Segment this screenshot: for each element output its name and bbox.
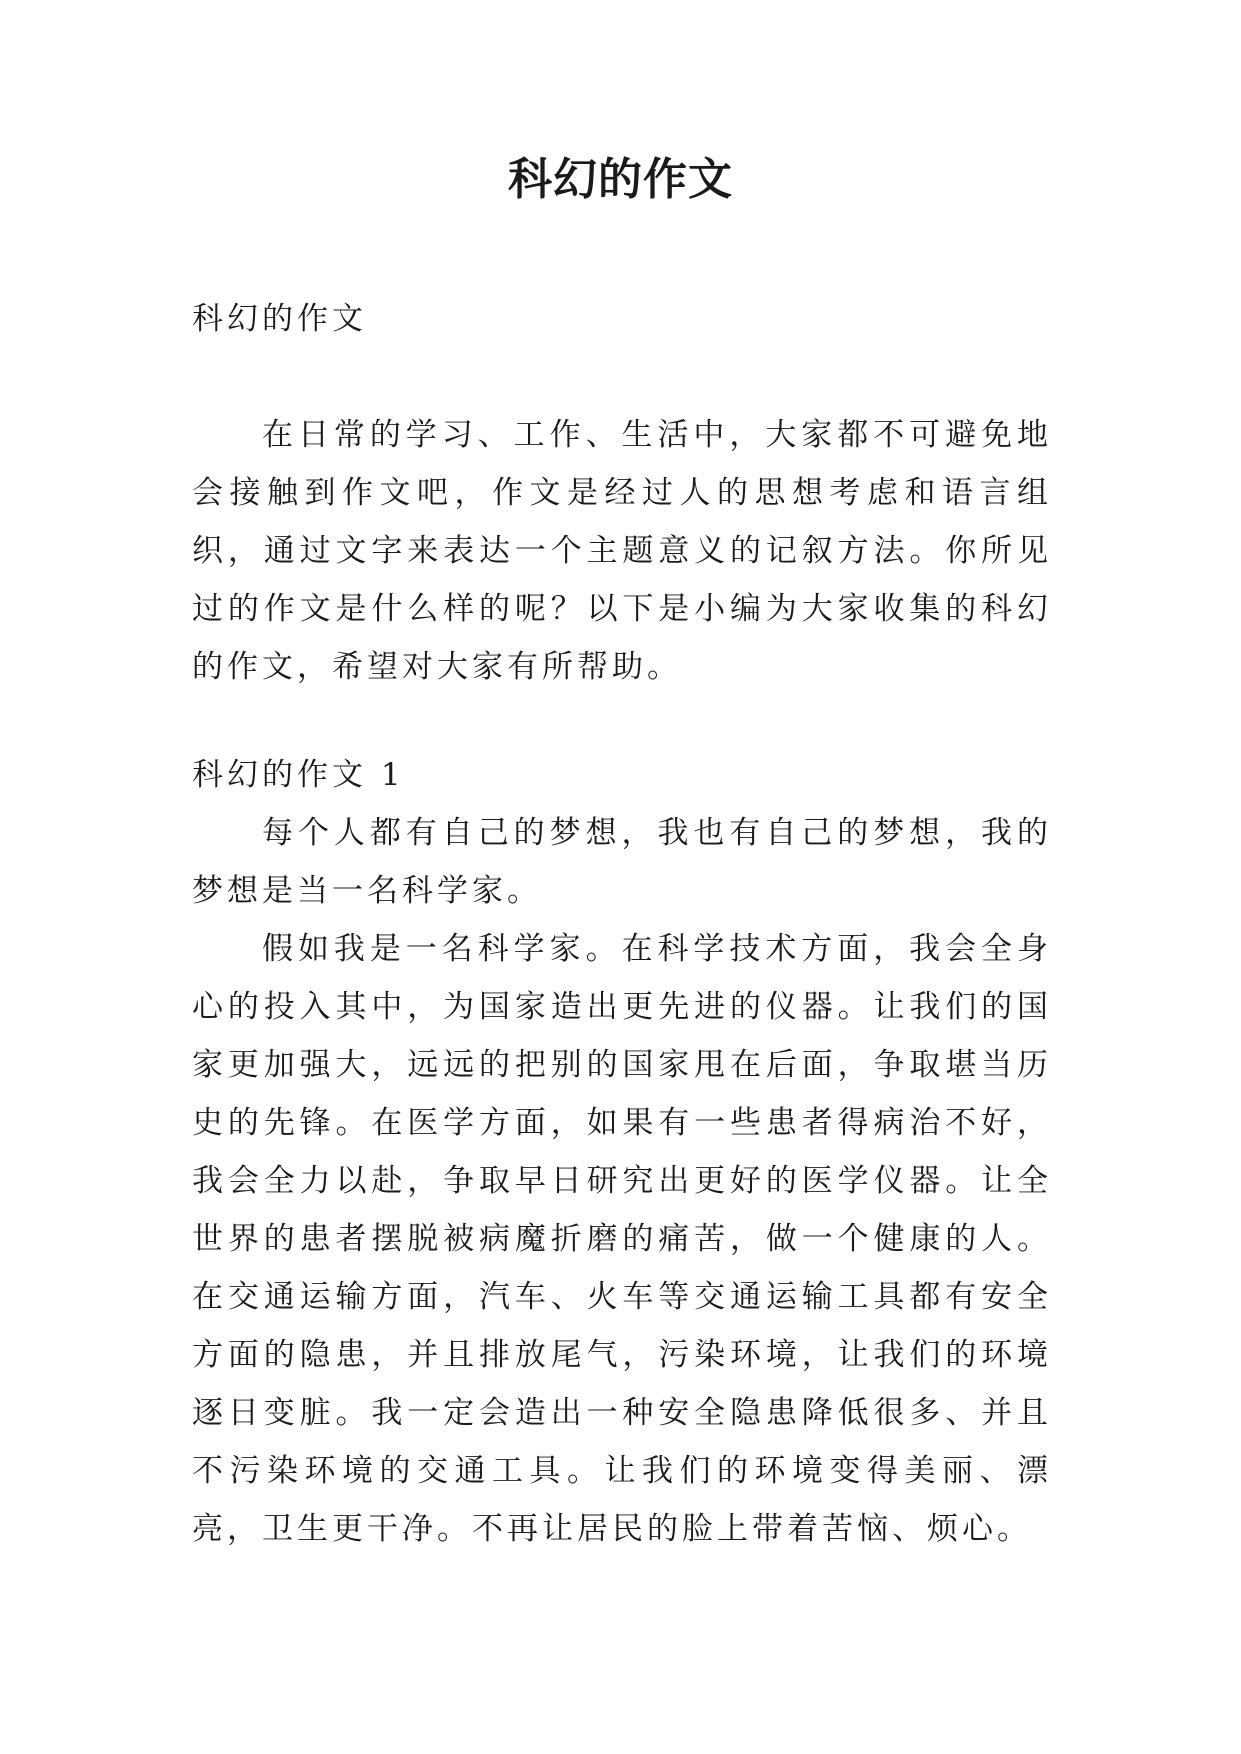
body-paragraph-1: 每个人都有自己的梦想，我也有自己的梦想，我的梦想是当一名科学家。: [192, 815, 1052, 909]
intro-paragraph: 在日常的学习、工作、生活中，大家都不可避免地会接触到作文吧，作文是经过人的思想考虑和语言组织，通过文字来表达一个主题意义的记叙方法。你所见过的作文是什么样的呢？以下是小编为大家收集的科幻的作文，希望对大家有所帮助。: [192, 417, 1052, 685]
document-body: [192, 290, 1052, 1558]
document-title: 科幻的作文: [508, 154, 733, 205]
body-paragraph-2: 假如我是一名科学家。在科学技术方面，我会全身心的投入其中，为国家造出更先进的仪器。让我们的国家更加强大，远远的把别的国家甩在后面，争取堪当历史的先锋。在医学方面，如果有一些患者得病治不好，我会全力以赴，争取早日研究出更好的医学仪器。让全世界的患者摆脱被病魔折磨的痛苦，做一个健康的人。在交通运输方面，汽车、火车等交通运输工具都有安全方面的隐患，并且排放尾气，污染环境，让我们的环境逐日变脏。我一定会造出一种安全隐患降低很多、并且不污染环境的交通工具。让我们的环境变得美丽、漂亮，卫生更干净。不再让居民的脸上带着苦恼、烦心。: [192, 931, 1052, 1547]
section-heading: 科幻的作文 1: [192, 757, 405, 793]
document-subtitle: 科幻的作文: [192, 301, 367, 337]
